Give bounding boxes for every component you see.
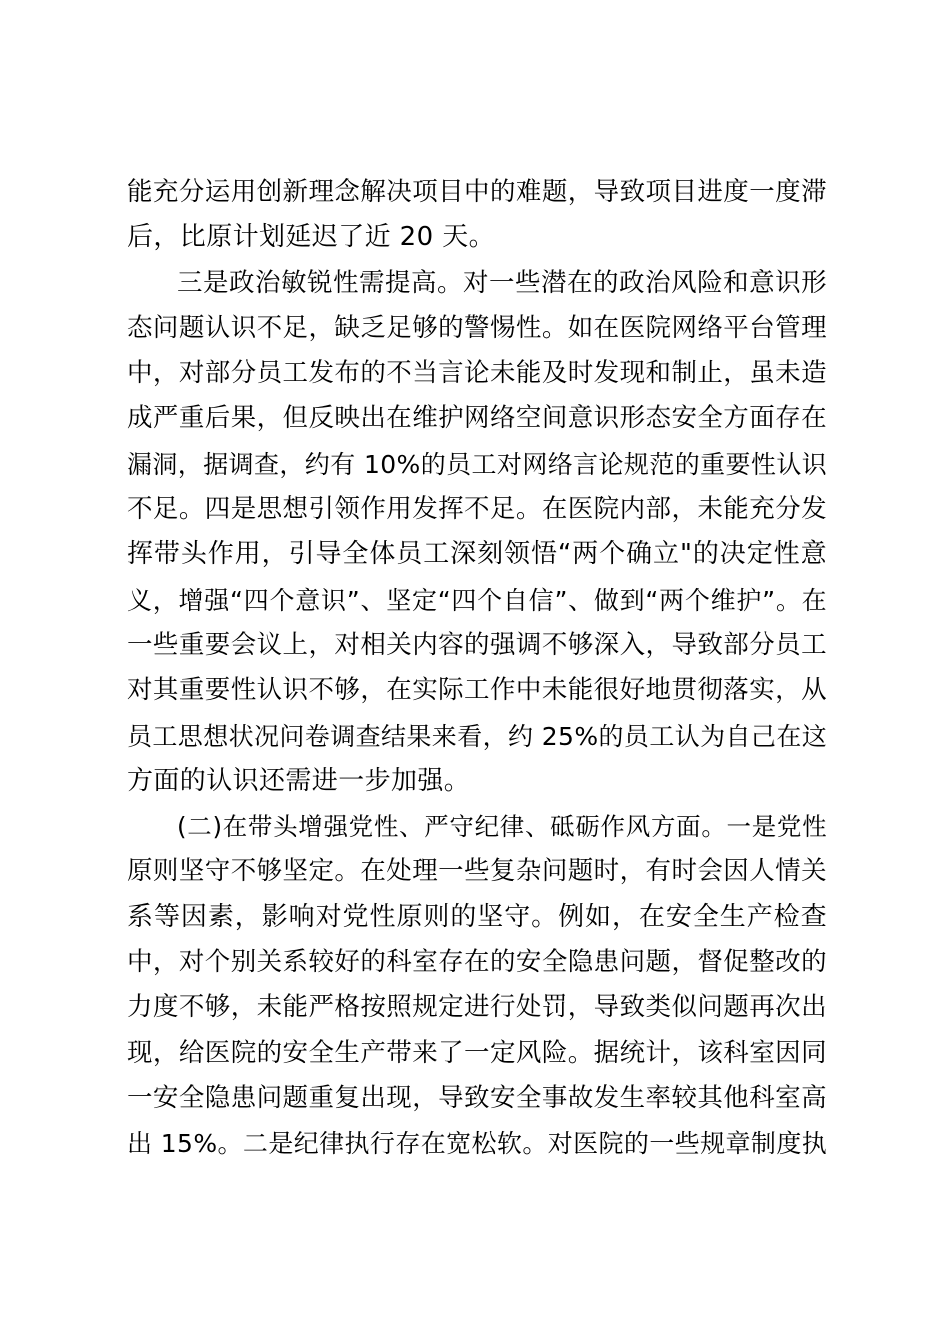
paragraph-line: 对其重要性认识不够，在实际工作中未能很好地贯彻落实，从: [127, 675, 827, 706]
paragraph-line: 方面的认识还需进一步加强。: [127, 765, 471, 796]
paragraph-line: 三是政治敏锐性需提高。对一些潜在的政治风险和意识形: [177, 267, 827, 298]
paragraph-line: (二)在带头增强党性、严守纪律、砥砺作风方面。一是党性: [177, 812, 827, 842]
paragraph-line: 成严重后果，但反映出在维护网络空间意识形态安全方面存在: [127, 403, 827, 434]
paragraph-line: 力度不够，未能严格按照规定进行处罚，导致类似问题再次出: [127, 992, 827, 1023]
paragraph-line: 出 15%。二是纪律执行存在宽松软。对医院的一些规章制度执: [127, 1129, 827, 1159]
paragraph-line: 能充分运用创新理念解决项目中的难题，导致项目进度一度滞: [127, 177, 827, 207]
paragraph-line: 一安全隐患问题重复出现，导致安全事故发生率较其他科室高: [127, 1082, 827, 1113]
paragraph-line: 员工思想状况问卷调查结果来看，约 25%的员工认为自己在这: [127, 721, 827, 751]
paragraph-line: 系等因素，影响对党性原则的坚守。例如，在安全生产检查: [127, 901, 827, 932]
paragraph-line: 义，增强“四个意识”、坚定“四个自信”、做到“两个维护”。在: [127, 585, 827, 615]
paragraph-line: 漏洞，据调查，约有 10%的员工对网络言论规范的重要性认识: [127, 449, 827, 479]
paragraph-line: 态问题认识不足，缺乏足够的警惕性。如在医院网络平台管理: [127, 312, 827, 343]
paragraph-line: 原则坚守不够坚定。在处理一些复杂问题时，有时会因人情关: [127, 856, 827, 887]
paragraph-line: 后，比原计划延迟了近 20 天。: [127, 222, 496, 253]
paragraph-line: 中，对部分员工发布的不当言论未能及时发现和制止，虽未造: [127, 358, 827, 389]
paragraph-line: 一些重要会议上，对相关内容的强调不够深入，导致部分员工: [127, 629, 827, 660]
paragraph-line: 现，给医院的安全生产带来了一定风险。据统计，该科室因同: [127, 1037, 827, 1068]
body-text: [127, 170, 827, 1167]
paragraph-line: 挥带头作用，引导全体员工深刻领悟“两个确立"的决定性意: [127, 539, 827, 570]
paragraph-line: 中，对个别关系较好的科室存在的安全隐患问题，督促整改的: [127, 947, 827, 978]
paragraph-line: 不足。四是思想引领作用发挥不足。在医院内部，未能充分发: [127, 494, 827, 525]
